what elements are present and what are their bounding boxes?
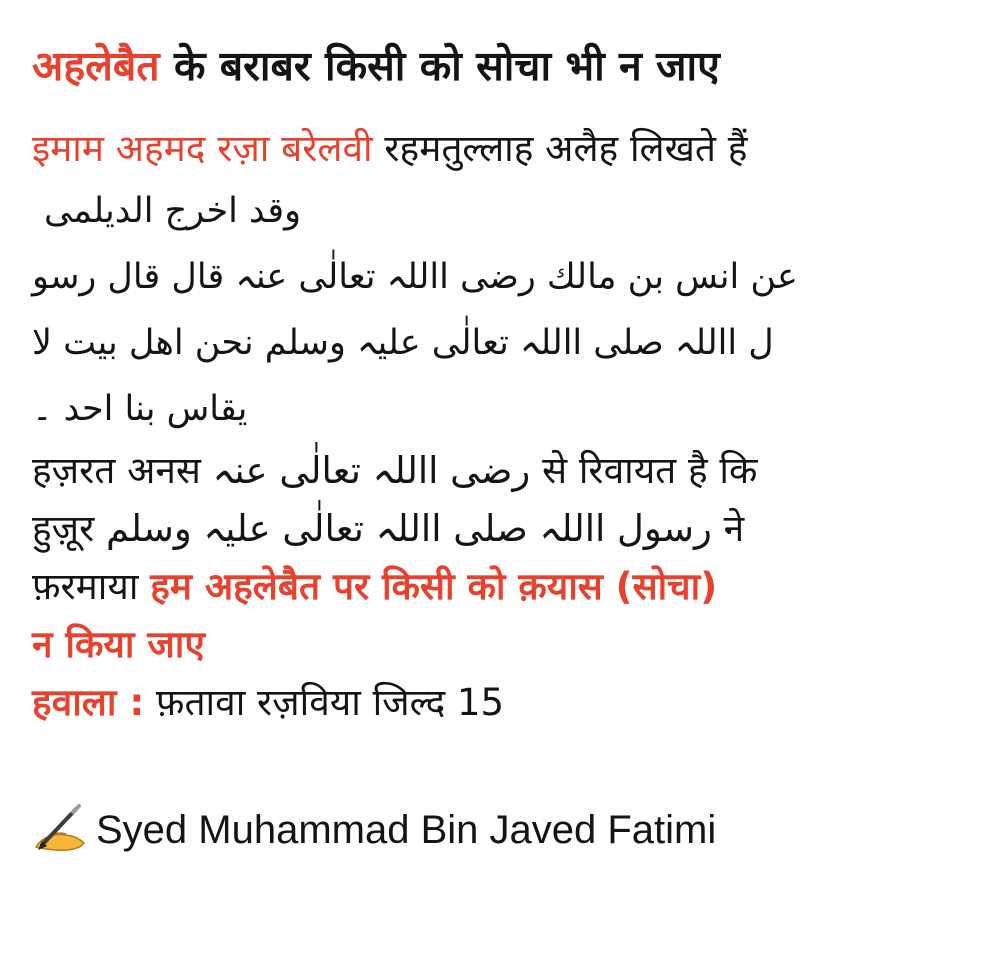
author-name: इमाम अहमद रज़ा बरेलवी	[32, 127, 373, 170]
reference-value: फ़तावा रज़विया जिल्द 15	[144, 681, 505, 724]
translation-l4-highlight: न किया जाए	[32, 623, 205, 666]
translation-line-2	[32, 500, 960, 558]
arabic-line-2: عن انس بن مالك رضی االلہ تعالٰی عنہ قال قال رسو	[32, 257, 798, 297]
reference-label: हवाला :	[32, 681, 145, 724]
arabic-quote	[32, 178, 912, 442]
translation-l2-arabic: رسول االلہ صلی االلہ تعالٰی علیہ وسلم	[106, 507, 712, 550]
translation-l1-start: हज़रत अनस	[32, 449, 213, 492]
intro-line	[32, 120, 960, 178]
signature-line	[32, 800, 960, 860]
translation-l1-arabic: رضی االلہ تعالٰی عنہ	[212, 449, 531, 492]
writing-hand-icon	[32, 803, 88, 853]
spacer	[32, 732, 960, 800]
translation-line-4	[32, 616, 960, 674]
page-title	[32, 38, 960, 94]
translation-l3-start: फ़रमाया	[32, 565, 151, 608]
title-highlight: अहलेबैत	[32, 42, 160, 90]
title-rest: के बराबर किसी को सोचा भी न जाए	[159, 42, 720, 90]
arabic-line-1: وقد اخرج الدیلمی	[44, 191, 302, 231]
author-signature: Syed Muhammad Bin Javed Fatimi	[96, 808, 717, 852]
intro-rest: रहमतुल्लाह अलैह लिखते हैं	[372, 127, 748, 170]
arabic-line-4: یقاس بنا احد ۔	[32, 389, 248, 429]
translation-l1-end: से रिवायत है कि	[530, 449, 758, 492]
translation-l3-highlight: हम अहलेबैत पर किसी को क़यास (सोचा)	[150, 565, 718, 608]
translation-l2-end: ने	[711, 507, 745, 550]
reference-line	[32, 674, 960, 732]
arabic-line-3: ل االلہ صلی االلہ تعالٰی علیہ وسلم نحن اھل بیت لا	[32, 323, 774, 363]
translation-line-1	[32, 442, 960, 500]
translation-line-3	[32, 558, 960, 616]
translation-l2-start: हुज़ूर	[32, 507, 106, 550]
